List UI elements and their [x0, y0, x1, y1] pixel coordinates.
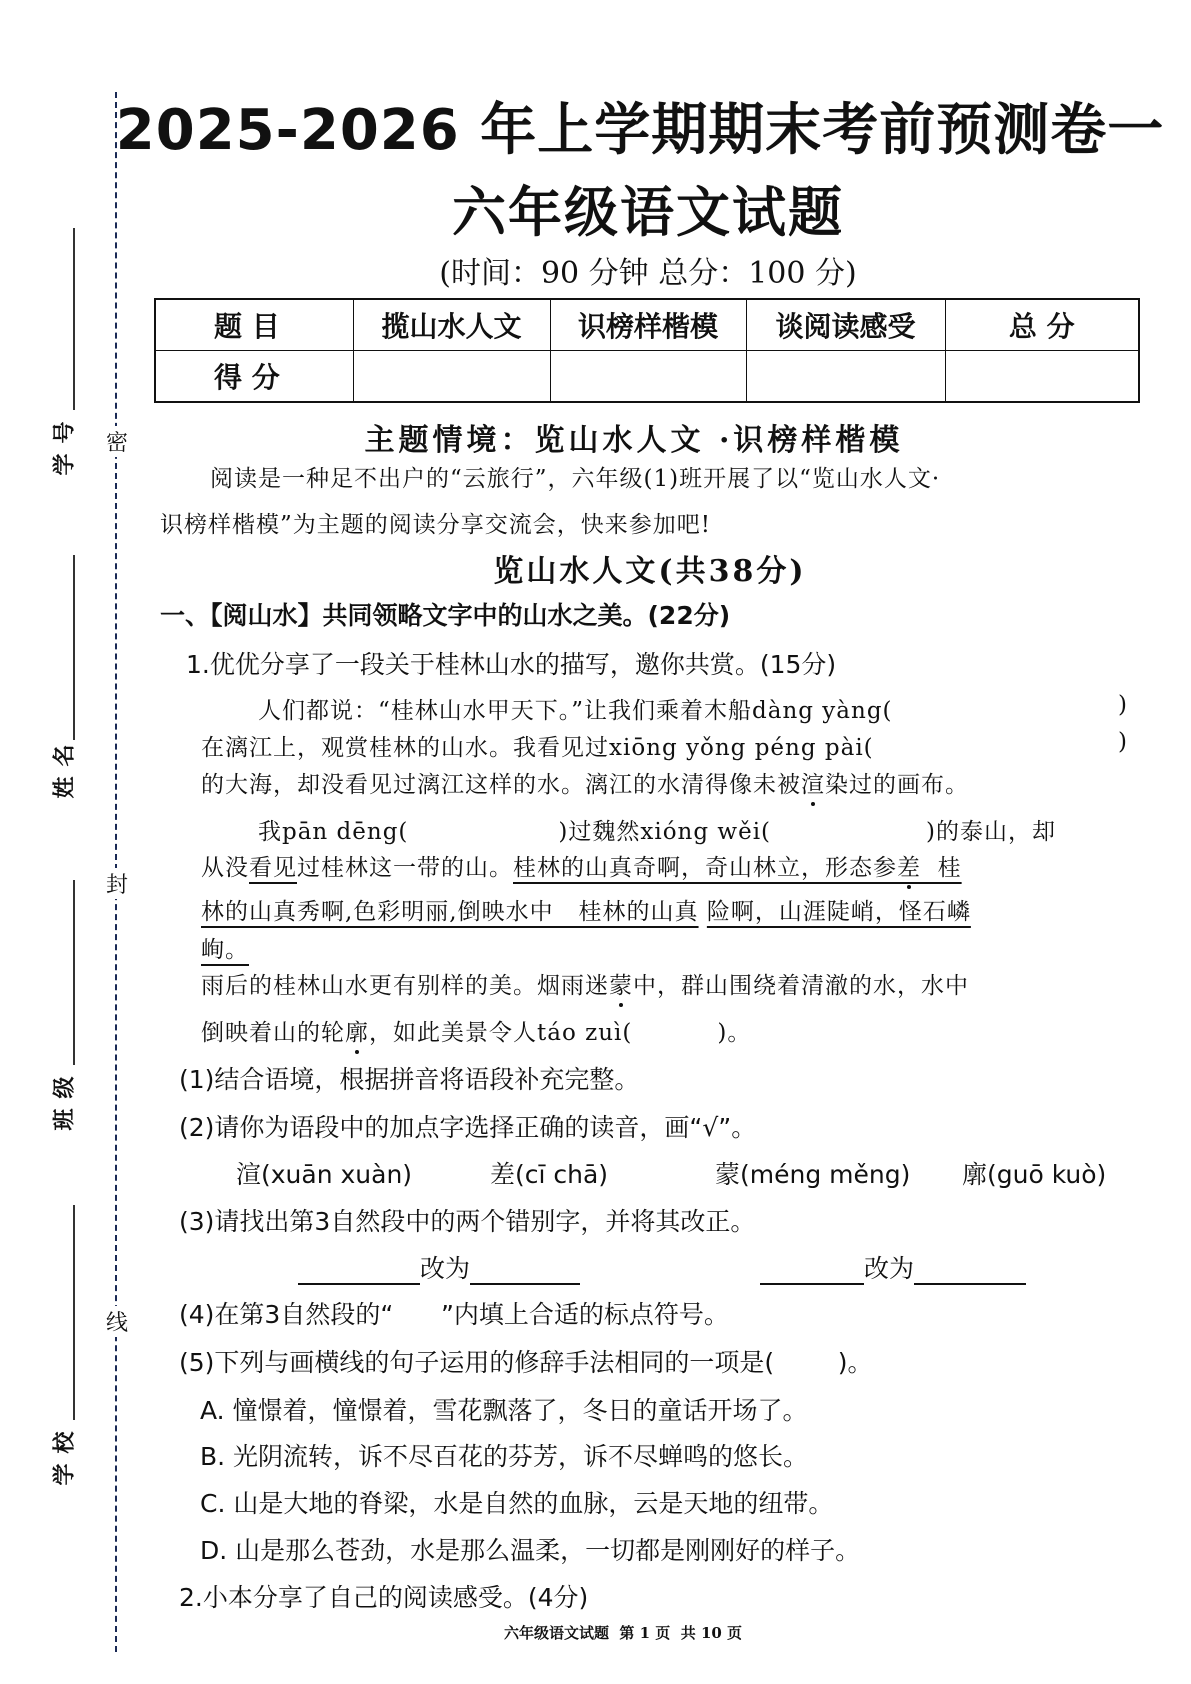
passage-text: 从没 [201, 855, 249, 881]
section-heading: 览山水人文(共38分) [493, 554, 807, 589]
question-1: 1.优优分享了一段关于桂林山水的描写，邀你共赏。(15分) [186, 650, 837, 679]
pinyin-choice[interactable]: 差(cī chā) [490, 1160, 609, 1189]
passage-text: 过桂林这一带的山。 [297, 855, 513, 881]
exam-title: 2025-2026 年上学期期末考前预测卷一 [115, 98, 1165, 163]
theme-intro: 阅读是一种足不出户的“云旅行”，六年级(1)班开展了以“览山水人文· [210, 466, 941, 492]
passage-text: )过魏然xióng wěi( [558, 819, 772, 845]
header-cell: 谈阅读感受 [746, 299, 945, 351]
change-to-label: 改为 [864, 1254, 915, 1283]
pinyin-choice[interactable]: 蒙(méng měng) [715, 1160, 911, 1189]
seal-char: 线 [106, 1306, 128, 1337]
header-cell: 揽山水人文 [353, 299, 550, 351]
score-cell[interactable] [550, 351, 746, 403]
correction-row [760, 1249, 1026, 1285]
score-row-label: 得 分 [155, 351, 353, 403]
exam-subtitle: 六年级语文试题 [452, 181, 844, 244]
answer-paren: ) [1118, 692, 1128, 718]
exam-info: (时间：90 分钟 总分：100 分) [439, 256, 857, 291]
passage-text: 雨后的桂林山水更有别样的美。烟雨迷 [201, 973, 609, 999]
passage-text: )的泰山，却 [926, 819, 1057, 845]
passage-line [201, 729, 874, 762]
passage-line [201, 931, 249, 964]
option-a[interactable]: A. 憧憬着，憧憬着，雪花飘落了，冬日的童话开场了。 [200, 1396, 808, 1425]
passage-text: )。 [717, 1020, 752, 1046]
underlined-sentence: 险啊，山涯陡峭，怪石嶙 [706, 899, 971, 925]
score-row [155, 351, 1139, 403]
wrong-char-blank[interactable] [298, 1257, 420, 1285]
school-line[interactable] [73, 1205, 75, 1420]
score-cell[interactable] [746, 351, 945, 403]
passage-line [201, 1014, 751, 1047]
passage-text: 中，群山围绕着清澈的水，水中 [633, 973, 969, 999]
header-cell: 题 目 [155, 299, 353, 351]
theme-intro: 识榜样楷模”为主题的阅读分享交流会，快来参加吧! [160, 512, 712, 538]
class-label: 班级 [51, 1066, 78, 1131]
dotted-char: 廓 [345, 1020, 369, 1046]
underlined-sentence: 桂 [921, 855, 962, 881]
passage-text: 在漓江上，观赏桂林的山水。我看见过xiōng yǒng péng pài( [201, 735, 874, 761]
theme-heading: 主题情境：览山水人文 ·识榜样楷模 [364, 423, 904, 458]
passage-line [258, 692, 893, 725]
passage-line [201, 766, 969, 799]
sub-question-1: (1)结合语境，根据拼音将语段补充完整。 [179, 1065, 640, 1094]
option-c[interactable]: C. 山是大地的脊梁，水是自然的血脉，云是天地的纽带。 [200, 1489, 834, 1518]
passage-text: 人们都说：“桂林山水甲天下。”让我们乘着木船dàng yàng( [258, 698, 893, 724]
passage-line [258, 813, 1056, 846]
correct-char-blank[interactable] [470, 1257, 580, 1285]
dotted-char: 蒙 [609, 973, 633, 999]
option-b[interactable]: B. 光阴流转，诉不尽百花的芬芳，诉不尽蝉鸣的悠长。 [200, 1442, 809, 1471]
seal-char: 密 [106, 426, 128, 457]
wrong-char-blank[interactable] [760, 1257, 864, 1285]
correction-row [298, 1249, 580, 1285]
name-label: 姓名 [51, 734, 78, 799]
page-footer: 六年级语文试题 第 1 页 共 10 页 [503, 1624, 743, 1642]
underlined-sentence: 桂林的山真奇啊，奇山林立，形态参 [513, 855, 897, 881]
score-cell[interactable] [945, 351, 1139, 403]
option-d[interactable]: D. 山是那么苍劲，水是那么温柔，一切都是刚刚好的样子。 [200, 1536, 861, 1565]
passage-line [201, 893, 971, 926]
passage-text: 染过的画布。 [825, 772, 969, 798]
seal-char: 封 [106, 868, 128, 899]
answer-paren: ) [1118, 729, 1128, 755]
passage-line [201, 967, 969, 1000]
sub-question-4: (4)在第3自然段的“ ”内填上合适的标点符号。 [179, 1300, 729, 1329]
change-to-label: 改为 [420, 1254, 471, 1283]
sub-question-2: (2)请你为语段中的加点字选择正确的读音，画“√”。 [179, 1113, 757, 1142]
header-cell: 识榜样楷模 [550, 299, 746, 351]
underlined-sentence: 林的山真秀啊,色彩明丽,倒映水中 桂林的山真 [201, 899, 699, 925]
dotted-char: 渲 [801, 772, 825, 798]
school-label: 学校 [51, 1421, 78, 1486]
part-heading: 一、【阅山水】共同领略文字中的山水之美。(22分) [160, 601, 731, 630]
question-2: 2.小本分享了自己的阅读感受。(4分) [179, 1583, 589, 1612]
passage-text: 我pān dēng( [258, 819, 409, 845]
sub-question-5: (5)下列与画横线的句子运用的修辞手法相同的一项是( )。 [179, 1348, 873, 1377]
class-line[interactable] [73, 880, 75, 1065]
dotted-char: 差 [897, 855, 921, 881]
underlined-text: 看见 [249, 855, 297, 881]
score-table-header-row [155, 299, 1139, 351]
header-cell: 总 分 [945, 299, 1139, 351]
student-id-label: 学号 [51, 411, 78, 476]
pinyin-choice[interactable]: 渲(xuān xuàn) [236, 1160, 413, 1189]
passage-text: 倒映着山的轮 [201, 1020, 345, 1046]
correct-char-blank[interactable] [914, 1257, 1026, 1285]
pinyin-choice[interactable]: 廓(guō kuò) [962, 1160, 1107, 1189]
passage-text: ，如此美景令人táo zuì( [369, 1020, 633, 1046]
score-cell[interactable] [353, 351, 550, 403]
score-table [154, 298, 1140, 403]
passage-text: 的大海，却没看见过漓江这样的水。漓江的水清得像未被 [201, 772, 801, 798]
sub-question-3: (3)请找出第3自然段中的两个错别字，并将其改正。 [179, 1207, 756, 1236]
passage-line [201, 849, 962, 882]
underlined-sentence: 峋。 [201, 937, 249, 963]
